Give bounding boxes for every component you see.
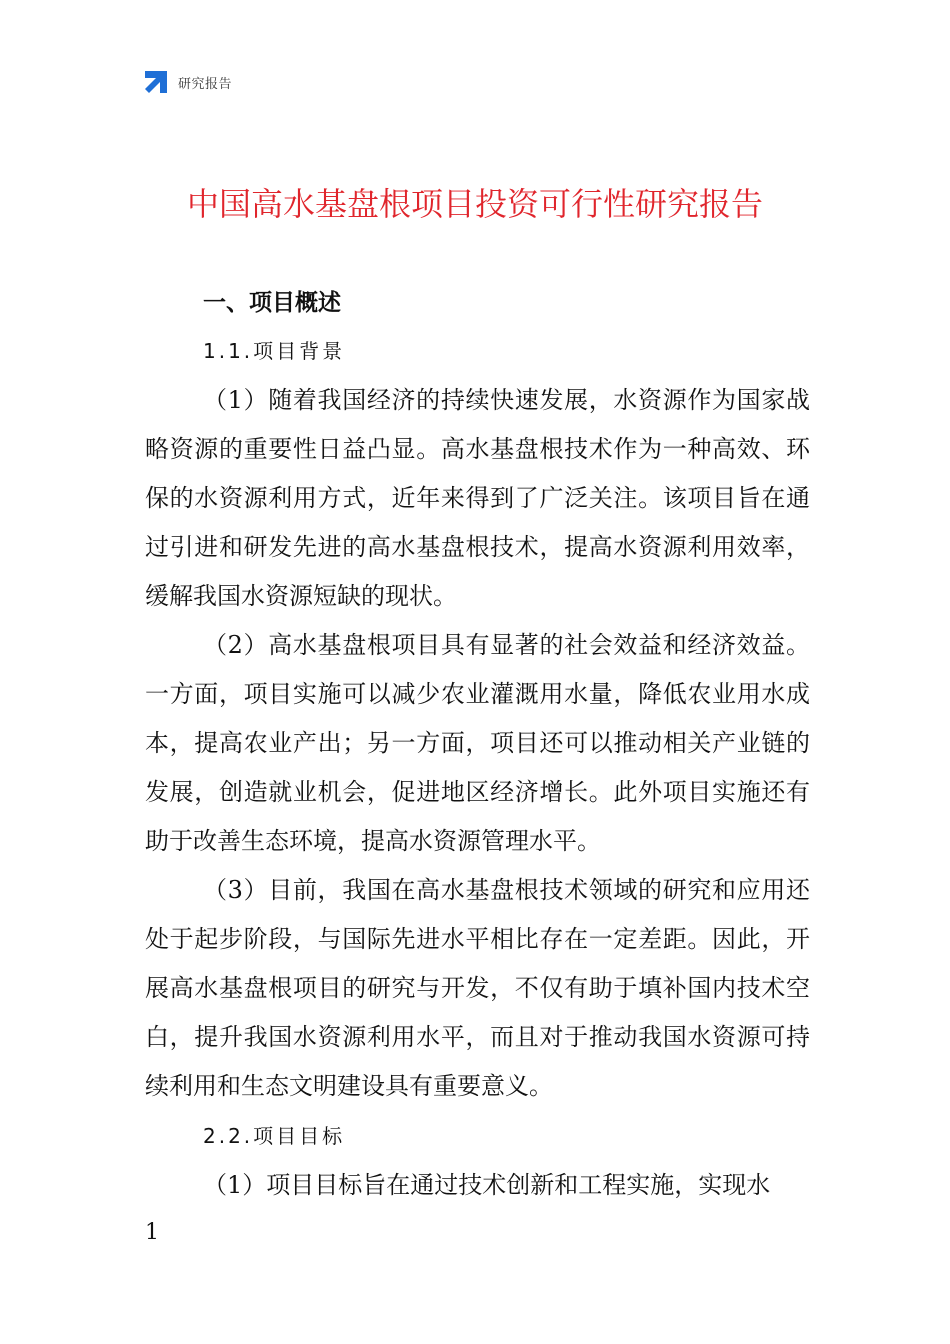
- header-label: 研究报告: [178, 76, 233, 92]
- page-number: 1: [145, 1220, 159, 1245]
- paragraph-3: （3）目前，我国在高水基盘根技术领域的研究和应用还处于起步阶段，与国际先进水平相比存在一定差距。因此，开展高水基盘根项目的研究与开发，不仅有助于填补国内技术空白，提升我国水资源利用水平，而且对于推动我国水资源可持续利用和生态文明建设具有重要意义。: [145, 876, 810, 1100]
- paragraph-4: （1）项目目标旨在通过技术创新和工程实施，实现水: [203, 1171, 771, 1199]
- section-heading: 一、项目概述: [203, 290, 341, 316]
- paragraph-2: （2）高水基盘根项目具有显著的社会效益和经济效益。一方面，项目实施可以减少农业灌溉用水量，降低农业用水成本，提高农业产出；另一方面，项目还可以推动相关产业链的发展，创造就业机会，促进地区经济增长。此外项目实施还有助于改善生态环境，提高水资源管理水平。: [145, 631, 810, 855]
- arrow-logo-icon: [143, 69, 169, 95]
- subsection-heading-background: 1.1.项目背景: [203, 339, 346, 363]
- document-body: [145, 280, 810, 1210]
- document-title: 中国高水基盘根项目投资可行性研究报告: [186, 185, 763, 223]
- paragraph-1: （1）随着我国经济的持续快速发展，水资源作为国家战略资源的重要性日益凸显。高水基盘根技术作为一种高效、环保的水资源利用方式，近年来得到了广泛关注。该项目旨在通过引进和研发先进的高水基盘根技术，提高水资源利用效率，缓解我国水资源短缺的现状。: [145, 386, 810, 610]
- subsection-heading-goals: 2.2.项目目标: [203, 1124, 346, 1148]
- page-header: [143, 68, 232, 96]
